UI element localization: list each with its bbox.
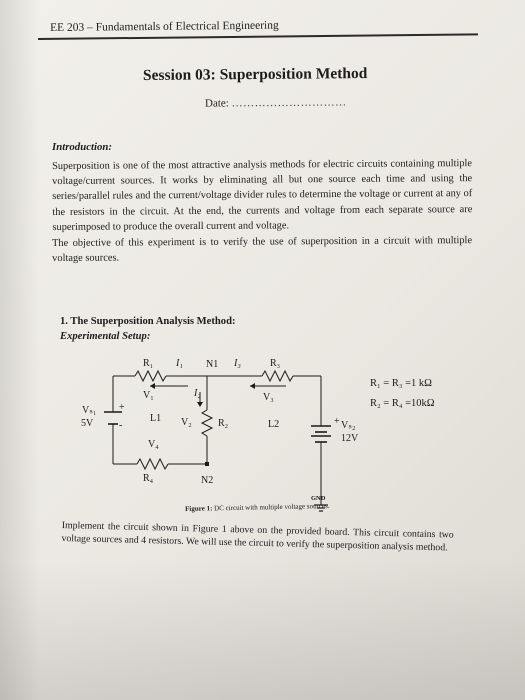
label-r1: R₁ [143, 358, 154, 369]
label-vs2-plus: + [334, 416, 340, 427]
label-l2: L2 [268, 419, 280, 430]
value-r1-r3: R₁ = R₃ =1 kΩ [370, 378, 432, 389]
introduction-paragraph: Superposition is one of the most attractive analysis methods for electric circuits containing multiple voltage/current sources. It works by eliminating all but one source each time and using the series/parallel rules and the current/voltage divider rules to determine the voltage or current at any of the resistors in the circuit. At the end, the currents and voltage from each separate source are superimposed to produce the overall current and voltage. [52, 158, 473, 233]
label-gnd: GND [311, 495, 326, 502]
label-vs1-minus: - [119, 420, 123, 431]
value-r2-r4: R₂ = R₄ =10kΩ [370, 398, 435, 409]
label-v2: V₂ [181, 417, 192, 428]
caption-label: Figure 1: [185, 504, 213, 513]
date-label: Date: [204, 97, 229, 110]
resistor-r3 [262, 371, 293, 381]
arrow-v1 [150, 383, 155, 389]
resistor-r1 [135, 371, 166, 381]
page-title: Session 03: Superposition Method [142, 65, 368, 84]
label-r3: R₃ [270, 358, 281, 369]
label-vs1-plus: + [119, 402, 125, 413]
label-i3: I₃ [234, 358, 241, 369]
objective-paragraph: The objective of this experiment is to verify the use of superposition in a circuit with multiple voltage sources. [52, 235, 473, 265]
date-dots: ………………………… [231, 96, 347, 110]
label-vs2-value: 12V [341, 433, 359, 444]
caption-text: DC circuit with multiple voltage sources. [212, 501, 330, 513]
current-arrowheads [150, 383, 255, 466]
label-v4: V₄ [148, 439, 159, 450]
resistor-r4 [137, 459, 168, 469]
label-vs1-value: 5V [81, 418, 94, 429]
arrow-i2 [197, 402, 203, 407]
page-shadow-bottom [0, 560, 525, 700]
introduction-heading: Introduction: [52, 141, 112, 153]
label-n1: N1 [206, 359, 219, 370]
label-v1: V₁ [143, 390, 154, 401]
section1-subheading: Experimental Setup: [60, 331, 151, 342]
label-r4: R₄ [143, 473, 154, 484]
implement-paragraph: Implement the circuit shown in Figure 1 above on the provided board. This circuit contains two voltage sources and 4 resistors. We will use the circuit to verify the superposition analysis method. [61, 519, 454, 554]
label-vs1: Vₛ₁ [82, 405, 97, 416]
label-v3: V₃ [263, 392, 274, 403]
node-n2-dot [205, 462, 209, 466]
label-i2: I₂ [194, 388, 201, 399]
label-n2: N2 [201, 475, 214, 486]
resistor-r2 [202, 410, 212, 436]
label-r2: R₂ [218, 418, 229, 429]
label-vs2: Vₛ₂ [341, 420, 356, 431]
arrow-v3 [250, 383, 255, 389]
section1-heading: 1. The Superposition Analysis Method: [60, 316, 236, 327]
label-i1: I₁ [176, 358, 183, 369]
source-vs2 [311, 426, 331, 442]
label-l1: L1 [150, 413, 162, 424]
course-header: EE 203 – Fundamentals of Electrical Engineering [50, 19, 279, 34]
